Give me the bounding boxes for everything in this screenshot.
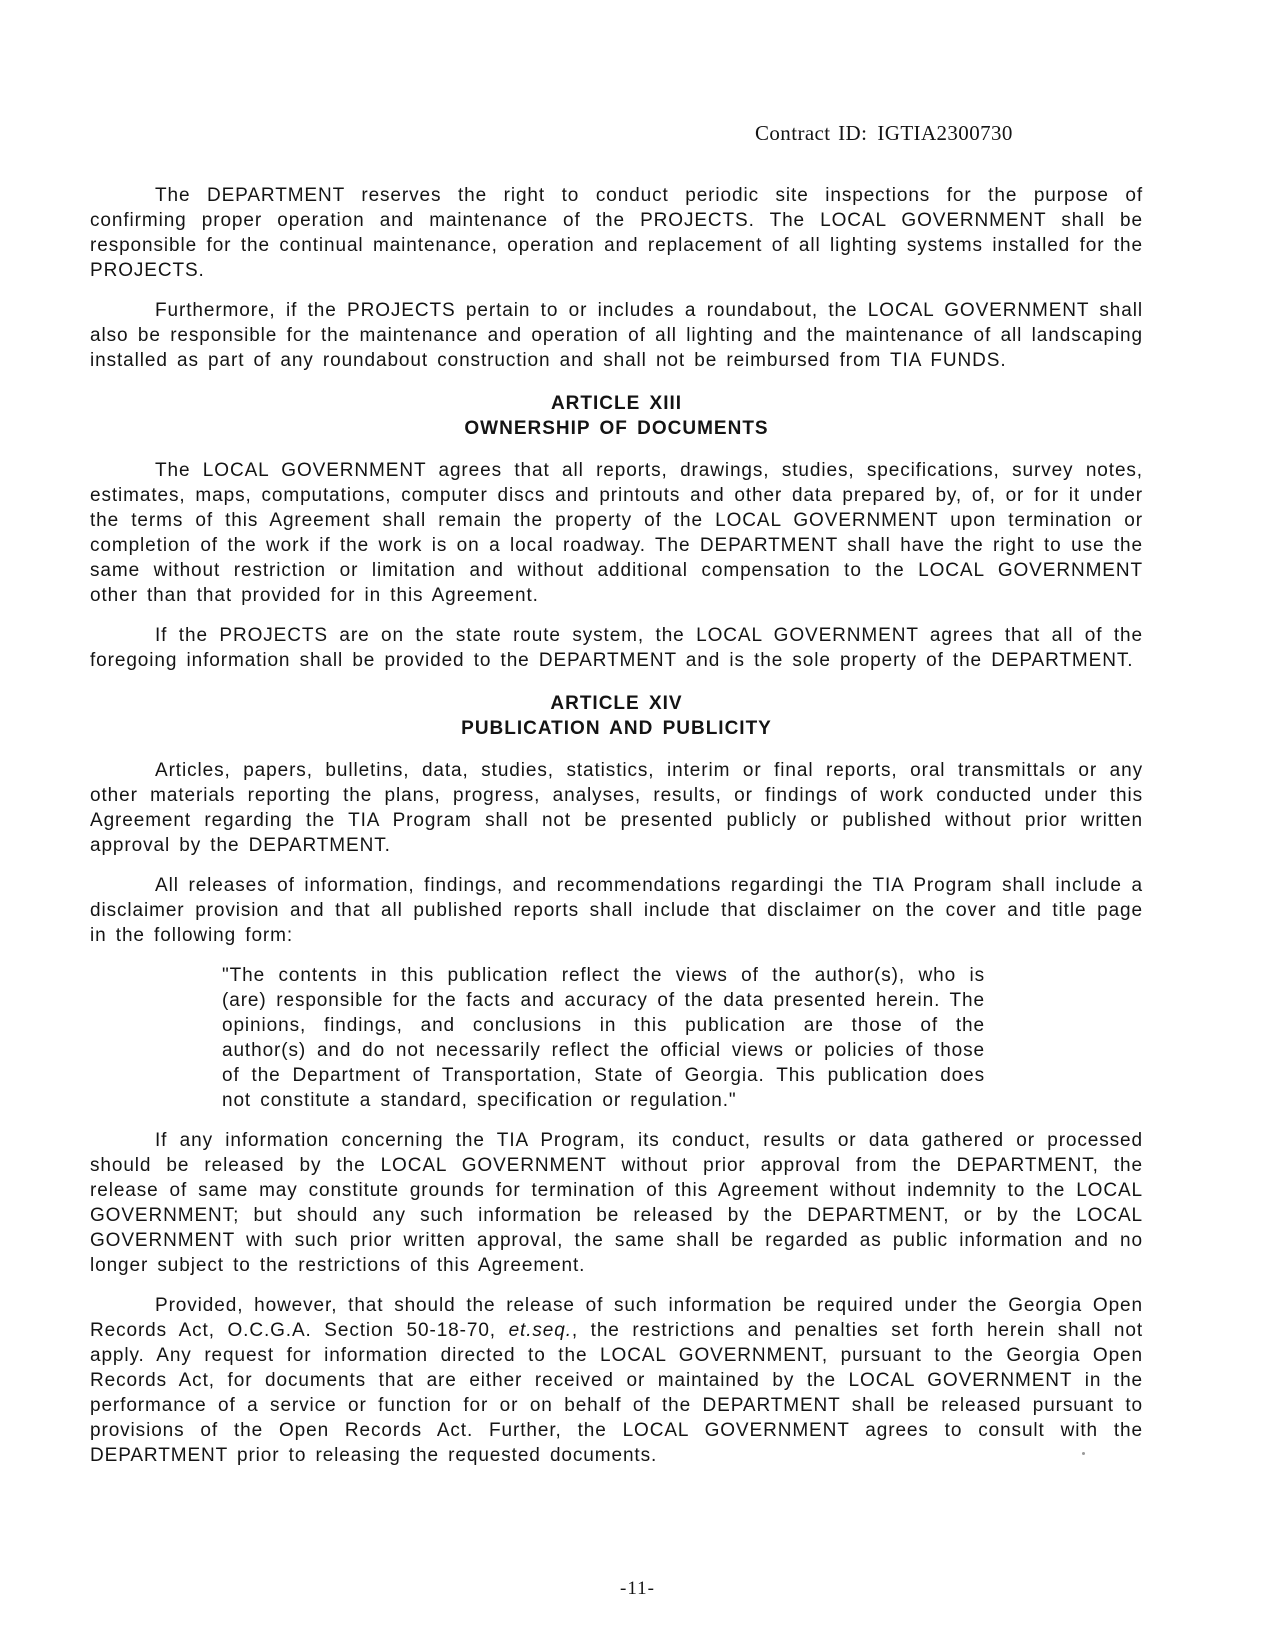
- page-number: -11-: [620, 1578, 655, 1599]
- paragraph-publication: Articles, papers, bulletins, data, studies, statistics, interim or final reports, oral transmittals or any other materials reporting the plans, progress, analyses, results, or findings of work conducted under this Agreement regarding the TIA Program shall not be presented publicly or published without prior written approval by the DEPARTMENT.: [90, 760, 1143, 856]
- article-xiv-number: ARTICLE XIV: [550, 693, 683, 714]
- paragraph-open-records: [90, 1293, 1143, 1468]
- open-records-text-before: Provided, however, that should the release of such information be required under the Georgia Open Records Act, O.C.G.A. Section 50-18-70,: [90, 1295, 1143, 1341]
- paragraph-state-route: If the PROJECTS are on the state route system, the LOCAL GOVERNMENT agrees that all of the foregoing information shall be provided to the DEPARTMENT and is the sole property of the DEPARTMENT.: [90, 625, 1143, 671]
- paragraph-unauthorized-release: If any information concerning the TIA Program, its conduct, results or data gathered or processed should be released by the LOCAL GOVERNMENT without prior approval from the DEPARTMENT, the release of same may constitute grounds for termination of this Agreement without indemnity to the LOCAL GOVERNMENT; but should any such information be released by the DEPARTMENT, or by the LOCAL GOVERNMENT with such prior written approval, the same shall be regarded as public information and no longer subject to the restrictions of this Agreement.: [90, 1130, 1143, 1276]
- contract-id-line: [755, 121, 1013, 146]
- article-xiv-title: PUBLICATION AND PUBLICITY: [461, 718, 772, 739]
- contract-id-value: IGTIA2300730: [877, 121, 1013, 145]
- article-xiii-heading: [90, 391, 1143, 441]
- paragraph-releases: All releases of information, findings, and recommendations regardingi the TIA Program shall include a disclaimer provision and that all published reports shall include that disclaimer on the cover and title page in the following form:: [90, 875, 1143, 946]
- paragraph-roundabout: Furthermore, if the PROJECTS pertain to or includes a roundabout, the LOCAL GOVERNMENT shall also be responsible for the maintenance and operation of all lighting and the maintenance of all landscaping installed as part of any roundabout construction and shall not be reimbursed from TIA FUNDS.: [90, 300, 1143, 371]
- contract-id-label: Contract ID:: [755, 121, 868, 145]
- article-xiv-heading: [90, 691, 1143, 741]
- scan-artifact-speck: [1082, 1452, 1085, 1455]
- open-records-et-seq: et.seq.: [508, 1320, 572, 1341]
- open-records-text-after: , the restrictions and penalties set forth herein shall not apply. Any request for information directed to the LOCAL GOVERNMENT, pursuant to the Georgia Open Records Act, for documents that are either received or maintained by the LOCAL GOVERNMENT in the performance of a service or function for or on behalf of the DEPARTMENT shall be released pursuant to provisions of the Open Records Act. Further, the LOCAL GOVERNMENT agrees to consult with the DEPARTMENT prior to releasing the requested documents.: [90, 1320, 1143, 1466]
- paragraph-ownership: The LOCAL GOVERNMENT agrees that all reports, drawings, studies, specifications, survey notes, estimates, maps, computations, computer discs and printouts and other data prepared by, of, or for it under the terms of this Agreement shall remain the property of the LOCAL GOVERNMENT upon termination or completion of the work if the work is on a local roadway. The DEPARTMENT shall have the right to use the same without restriction or limitation and without additional compensation to the LOCAL GOVERNMENT other than that provided for in this Agreement.: [90, 460, 1143, 606]
- paragraph-site-inspections: The DEPARTMENT reserves the right to conduct periodic site inspections for the purpose of confirming proper operation and maintenance of the PROJECTS. The LOCAL GOVERNMENT shall be responsible for the continual maintenance, operation and replacement of all lighting systems installed for the PROJECTS.: [90, 185, 1143, 281]
- document-body: [90, 183, 1143, 1483]
- article-xiii-number: ARTICLE XIII: [550, 393, 683, 414]
- article-xiii-title: OWNERSHIP OF DOCUMENTS: [464, 418, 769, 439]
- disclaimer-blockquote: "The contents in this publication reflect the views of the author(s), who is (are) responsible for the facts and accuracy of the data presented herein. The opinions, findings, and conclusions in this publication are those of the author(s) and do not necessarily reflect the official views or policies of those of the Department of Transportation, State of Georgia. This publication does not constitute a standard, specification or regulation.": [222, 965, 985, 1111]
